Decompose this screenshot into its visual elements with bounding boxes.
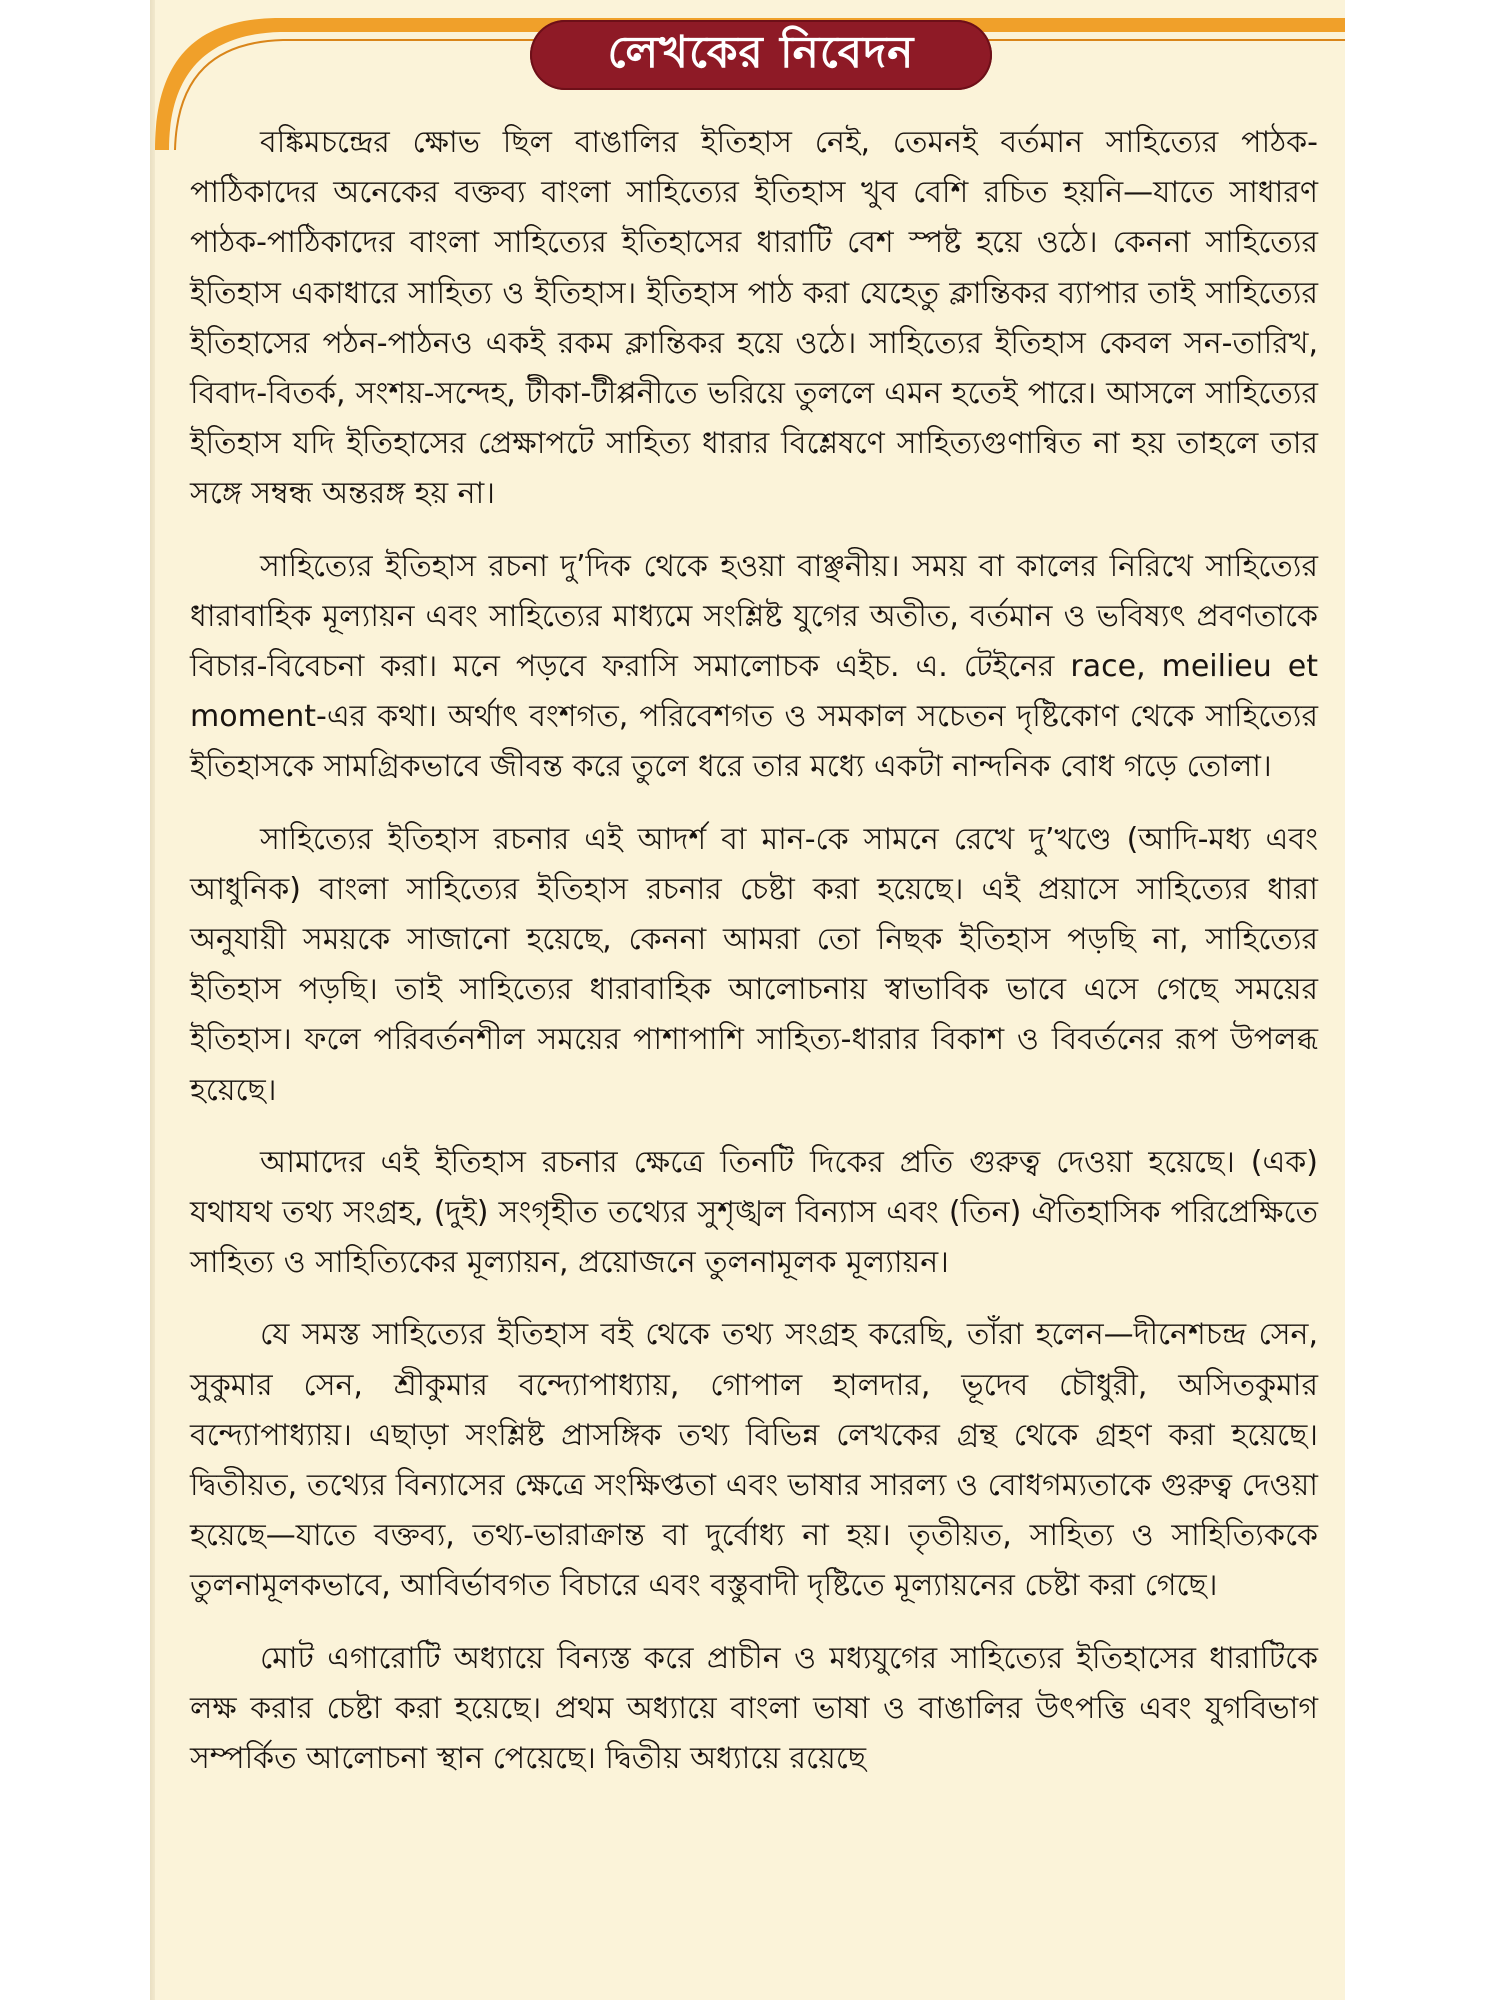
paragraph: যে সমস্ত সাহিত্যের ইতিহাস বই থেকে তথ্য সংগ্রহ করেছি, তাঁরা হলেন—দীনেশচন্দ্র সেন, সুকুমার সেন, শ্রীকুমার বন্দ্যোপাধ্যায়, গোপাল হালদার, ভূদেব চৌধুরী, অসিতকুমার বন্দ্যোপাধ্যায়। এছাড়া সংশ্লিষ্ট প্রাসঙ্গিক তথ্য বিভিন্ন লেখকের গ্রন্থ থেকে গ্রহণ করা হয়েছে। দ্বিতীয়ত, তথ্যের বিন্যাসের ক্ষেত্রে সংক্ষিপ্ততা এবং ভাষার সারল্য ও বোধগম্যতাকে গুরুত্ব দেওয়া হয়েছে—যাতে বক্তব্য, তথ্য-ভারাক্রান্ত বা দুর্বোধ্য না হয়। তৃতীয়ত, সাহিত্য ও সাহিত্যিককে তুলনামূলকভাবে, আবির্ভাবগত বিচারে এবং বস্তুবাদী দৃষ্টিতে মূল্যায়নের চেষ্টা করা গেছে। <box>190 1317 1318 1604</box>
paragraph: আমাদের এই ইতিহাস রচনার ক্ষেত্রে তিনটি দিকের প্রতি গুরুত্ব দেওয়া হয়েছে। (এক) যথাযথ তথ্য সংগ্রহ, (দুই) সংগৃহীত তথ্যের সুশৃঙ্খল বিন্যাস এবং (তিন) ঐতিহাসিক পরিপ্রেক্ষিতে সাহিত্য ও সাহিত্যিকের মূল্যায়ন, প্রয়োজনে তুলনামূলক মূল্যায়ন। <box>190 1144 1318 1281</box>
paragraph: সাহিত্যের ইতিহাস রচনার এই আদর্শ বা মান-কে সামনে রেখে দু’খণ্ডে (আদি-মধ্য এবং আধুনিক) বাংলা সাহিত্যের ইতিহাস রচনার চেষ্টা করা হয়েছে। এই প্রয়াসে সাহিত্যের ধারা অনুযায়ী সময়কে সাজানো হয়েছে, কেননা আমরা তো নিছক ইতিহাস পড়ছি না, সাহিত্যের ইতিহাস পড়ছি। তাই সাহিত্যের ধারাবাহিক আলোচনায় স্বাভাবিক ভাবে এসে গেছে সময়ের ইতিহাস। ফলে পরিবর্তনশীল সময়ের পাশাপাশি সাহিত্য-ধারার বিকাশ ও বিবর্তনের রূপ উপলব্ধ হয়েছে। <box>190 821 1318 1108</box>
paragraph: সাহিত্যের ইতিহাস রচনা দু’দিক থেকে হওয়া বাঞ্ছনীয়। সময় বা কালের নিরিখে সাহিত্যের ধারাবাহিক মূল্যায়ন এবং সাহিত্যের মাধ্যমে সংশ্লিষ্ট যুগের অতীত, বর্তমান ও ভবিষ্যৎ প্রবণতাকে বিচার-বিবেচনা করা। মনে পড়বে ফরাসি সমালোচক এইচ. এ. টেইনের race, meilieu et moment-এর কথা। অর্থাৎ বংশগত, পরিবেশগত ও সমকাল সচেতন দৃষ্টিকোণ থেকে সাহিত্যের ইতিহাসকে সামগ্রিকভাবে জীবন্ত করে তুলে ধরে তার মধ্যে একটা নান্দনিক বোধ গড়ে তোলা। <box>190 548 1318 785</box>
paragraph: বঙ্কিমচন্দ্রের ক্ষোভ ছিল বাঙালির ইতিহাস নেই, তেমনই বর্তমান সাহিত্যের পাঠক-পাঠিকাদের অনেকের বক্তব্য বাংলা সাহিত্যের ইতিহাস খুব বেশি রচিত হয়নি—যাতে সাধারণ পাঠক-পাঠিকাদের বাংলা সাহিত্যের ইতিহাসের ধারাটি বেশ স্পষ্ট হয়ে ওঠে। কেননা সাহিত্যের ইতিহাস একাধারে সাহিত্য ও ইতিহাস। ইতিহাস পাঠ করা যেহেতু ক্লান্তিকর ব্যাপার তাই সাহিত্যের ইতিহাসের পঠন-পাঠনও একই রকম ক্লান্তিকর হয়ে ওঠে। সাহিত্যের ইতিহাস কেবল সন-তারিখ, বিবাদ-বিতর্ক, সংশয়-সন্দেহ, টীকা-টীপ্পনীতে ভরিয়ে তুললে এমন হতেই পারে। আসলে সাহিত্যের ইতিহাস যদি ইতিহাসের প্রেক্ষাপটে সাহিত্য ধারার বিশ্লেষণে সাহিত্যগুণান্বিত না হয় তাহলে তার সঙ্গে সম্বন্ধ অন্তরঙ্গ হয় না। <box>190 125 1318 512</box>
page-title: লেখকের নিবেদন <box>530 20 992 90</box>
paragraph: মোট এগারোটি অধ্যায়ে বিন্যস্ত করে প্রাচীন ও মধ্যযুগের সাহিত্যের ইতিহাসের ধারাটিকে লক্ষ করার চেষ্টা করা হয়েছে। প্রথম অধ্যায়ে বাংলা ভাষা ও বাঙালির উৎপত্তি এবং যুগবিভাগ সম্পর্কিত আলোচনা স্থান পেয়েছে। দ্বিতীয় অধ্যায়ে রয়েছে <box>190 1640 1318 1777</box>
preface-body <box>190 118 1318 1802</box>
